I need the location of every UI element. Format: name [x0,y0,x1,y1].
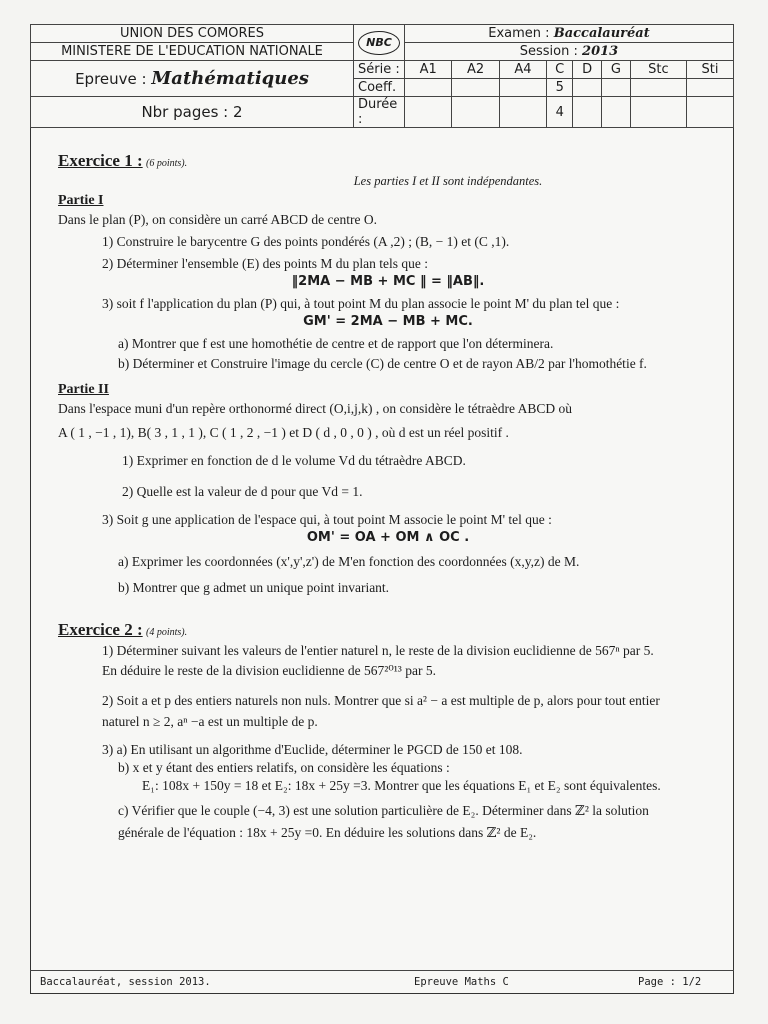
logo: NBC [354,25,405,61]
part-2-intro: Dans l'espace muni d'un repère orthonormé direct (O,i,j,k) , on considère le tétraèdre ABCD où [58,401,572,416]
row-label-coeff: Coeff. [354,79,405,97]
series-cell: D [573,61,602,79]
series-cell: Stc [630,61,686,79]
question: b) x et y étant des entiers relatifs, on considère les équations : [118,760,450,776]
question: 2) Déterminer l'ensemble (E) des points M du plan tels que : [102,256,428,272]
part-2-points: A ( 1 , −1 , 1), B( 3 , 1 , 1 ), C ( 1 , 2 , −1 ) et D ( d , 0 , 0 ) , où d est un réel positif . [58,425,509,441]
series-cell: G [602,61,631,79]
footer-center: Epreuve Maths C [414,976,509,988]
duree-c: 4 [547,97,573,128]
question: b) Déterminer et Construire l'image du cercle (C) de centre O et de rayon AB/2 par l'homothétie f. [118,355,647,371]
exam-content [58,150,718,842]
row-label-serie: Série : [354,61,405,79]
coeff-c: 5 [547,79,573,97]
exam-title: Examen : Baccalauréat [405,25,734,43]
part-2-title: Partie II [58,382,109,398]
question: E₁: 108x + 150y = 18 et E₂: 18x + 25y =3. Montrer que les équations E₁ et E₂ sont équivalentes. [142,778,661,794]
page-count: Nbr pages : 2 [31,97,354,128]
equation: GM' = 2MA − MB + MC. [303,314,473,330]
session: Session : 2013 [405,43,734,61]
exercise-1-title: Exercice 1 : [58,151,143,170]
exercise-2-title: Exercice 2 : [58,620,143,640]
series-cell: A4 [499,61,546,79]
question: En déduire le reste de la division euclidienne de 567²⁰¹³ par 5. [102,663,436,679]
exercise-2-points: (4 points). [146,627,188,639]
epreuve: Epreuve : Mathématiques [31,61,354,97]
question: 3) a) En utilisant un algorithme d'Euclide, déterminer le PGCD de 150 et 108. [102,741,523,757]
question: 3) soit f l'application du plan (P) qui, à tout point M du plan associe le point M' du plan tel que : [102,295,620,311]
equation: OM' = OA + OM ∧ OC . [306,530,470,546]
footer-left: Baccalauréat, session 2013. [40,976,211,988]
exercise-1-points: (6 points). [146,158,188,169]
country-name: UNION DES COMORES [31,25,354,43]
question: 1) Construire le barycentre G des points pondérés (A ,2) ; (B, − 1) et (C ,1). [102,233,510,249]
series-cell: A2 [452,61,499,79]
question: b) Montrer que g admet un unique point invariant. [118,579,390,595]
series-cell: Sti [686,61,733,79]
question: a) Montrer que f est une homothétie de centre et de rapport que l'on déterminera. [118,335,554,351]
question: 2) Soit a et p des entiers naturels non nuls. Montrer que si a² − a est multiple de p, alors pour tout entier [102,693,660,709]
question: c) Vérifier que le couple (−4, 3) est une solution particulière de E₂. Déterminer dans ℤ² la solution [118,802,649,818]
question: a) Exprimer les coordonnées (x',y',z') de M'en fonction des coordonnées (x,y,z) de M. [118,553,580,569]
parts-note: Les parties I et II sont indépendantes. [353,173,543,188]
question: 2) Quelle est la valeur de d pour que Vd = 1. [122,483,363,499]
question: 1) Déterminer suivant les valeurs de l'entier naturel n, le reste de la division euclidienne de 567ⁿ par 5. [102,643,654,659]
page-footer [30,970,734,993]
question: naturel n ≥ 2, aⁿ −a est un multiple de p. [102,713,318,729]
question: 3) Soit g une application de l'espace qui, à tout point M associe le point M' tel que : [102,511,552,527]
ministry-name: MINISTERE DE L'EDUCATION NATIONALE [31,43,354,61]
question: 1) Exprimer en fonction de d le volume Vd du tétraèdre ABCD. [122,453,466,469]
series-cell: A1 [405,61,452,79]
equation: ‖2MA − MB + MC ‖ = ‖AB‖. [291,274,485,290]
exam-header [30,24,734,128]
part-1-intro: Dans le plan (P), on considère un carré ABCD de centre O. [58,211,378,227]
part-1-title: Partie I [58,192,104,208]
page-number: Page : 1/2 [638,976,702,988]
question: générale de l'équation : 18x + 25y =0. En déduire les solutions dans ℤ² de E₂. [118,824,537,840]
series-cell: C [547,61,573,79]
row-label-duree: Durée : [354,97,405,128]
